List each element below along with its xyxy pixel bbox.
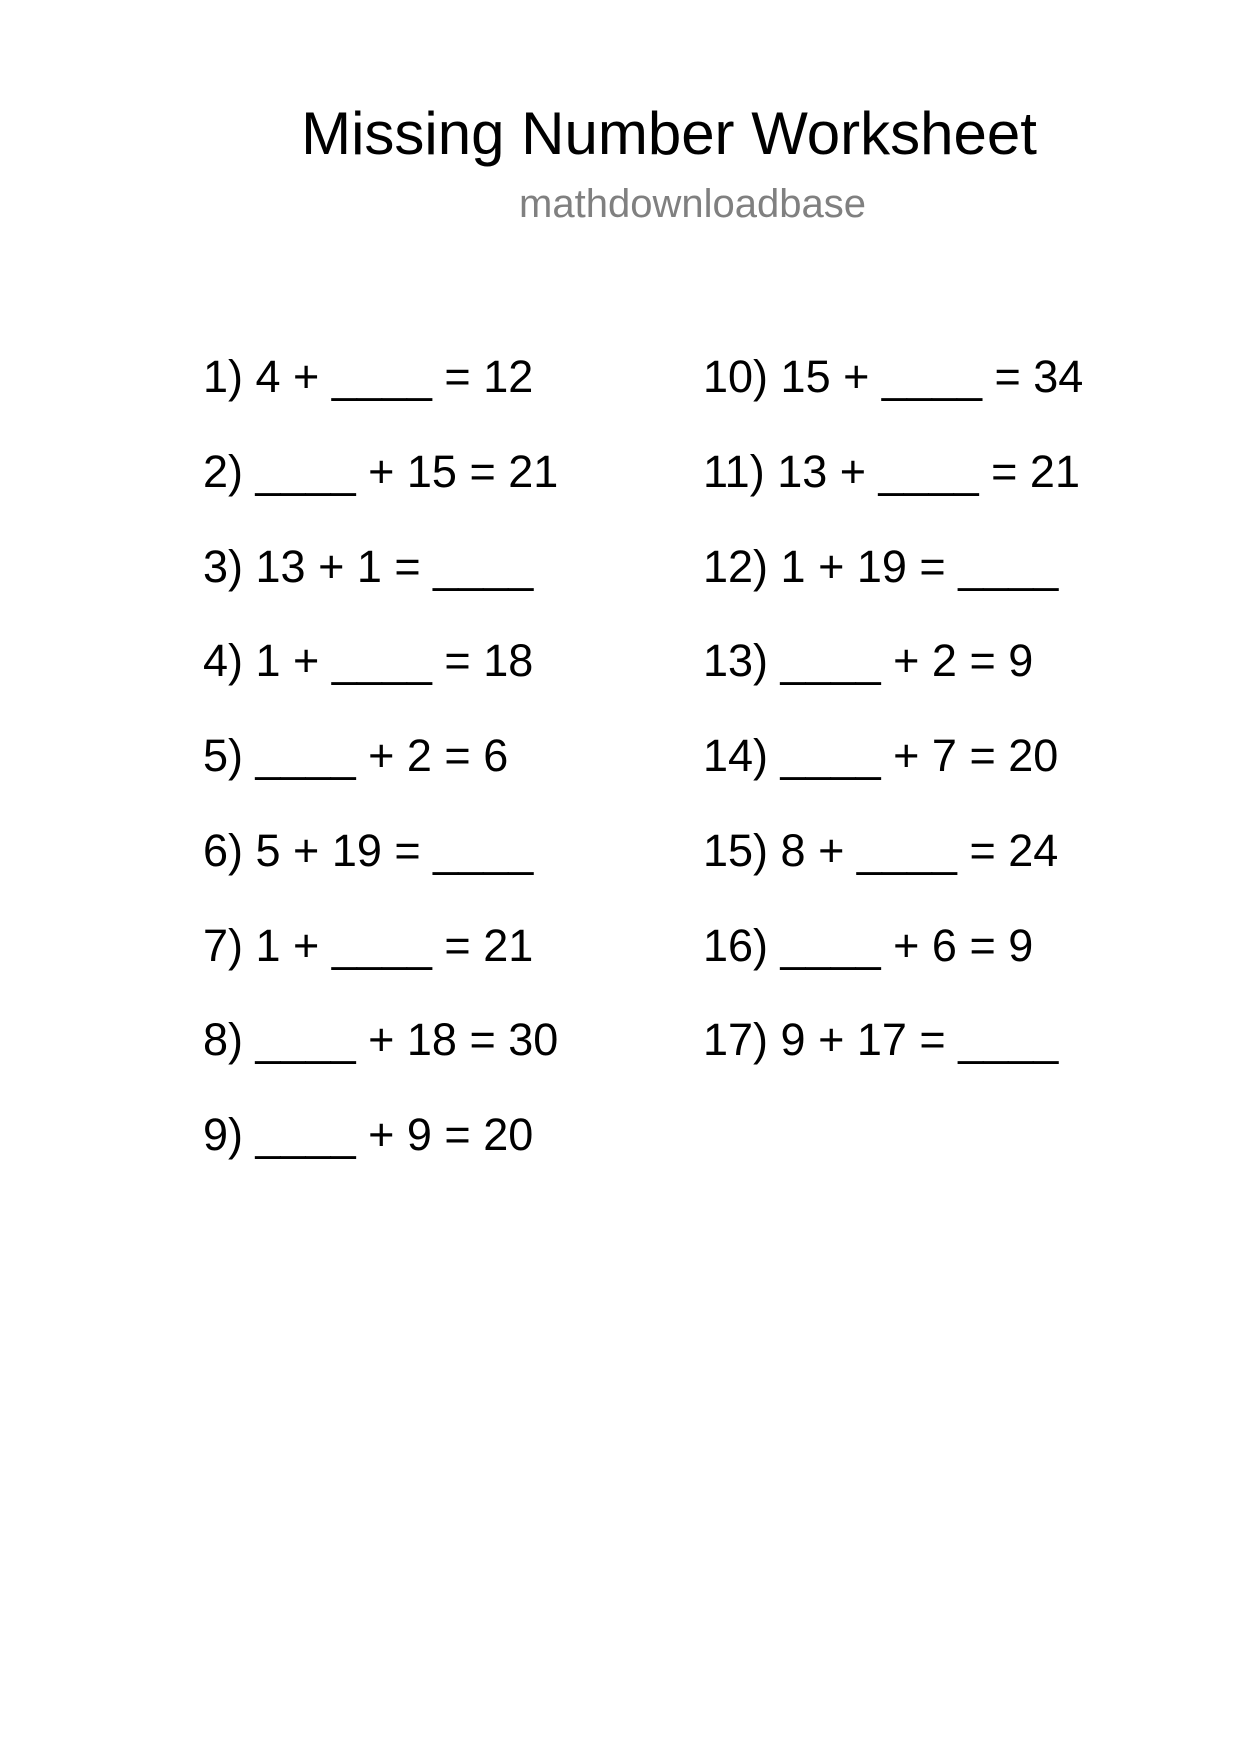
problem-9: 9) ____ + 9 = 20	[203, 1109, 534, 1160]
problems-column-left	[203, 351, 559, 1207]
problem-8: 8) ____ + 18 = 30	[203, 1014, 559, 1066]
worksheet-title: Missing Number Worksheet	[301, 100, 1037, 167]
problem-6: 6) 5 + 19 = ____	[203, 824, 534, 876]
problem-16: 16) ____ + 6 = 9	[703, 919, 1034, 971]
problem-14: 14) ____ + 7 = 20	[703, 730, 1059, 781]
problem-2: 2) ____ + 15 = 21	[203, 445, 559, 497]
problem-4: 4) 1 + ____ = 18	[203, 635, 534, 687]
problem-5: 5) ____ + 2 = 6	[203, 730, 509, 781]
problem-1: 1) 4 + ____ = 12	[203, 351, 534, 402]
problem-17: 17) 9 + 17 = ____	[703, 1014, 1059, 1066]
problem-13: 13) ____ + 2 = 9	[703, 635, 1034, 687]
worksheet-subtitle: mathdownloadbase	[519, 182, 866, 226]
problem-12: 12) 1 + 19 = ____	[703, 540, 1059, 592]
problems-column-right	[703, 351, 1084, 1112]
problem-11: 11) 13 + ____ = 21	[703, 445, 1080, 497]
problem-7: 7) 1 + ____ = 21	[203, 919, 534, 971]
problem-3: 3) 13 + 1 = ____	[203, 540, 534, 592]
problem-15: 15) 8 + ____ = 24	[703, 824, 1059, 876]
problem-10: 10) 15 + ____ = 34	[703, 351, 1084, 402]
